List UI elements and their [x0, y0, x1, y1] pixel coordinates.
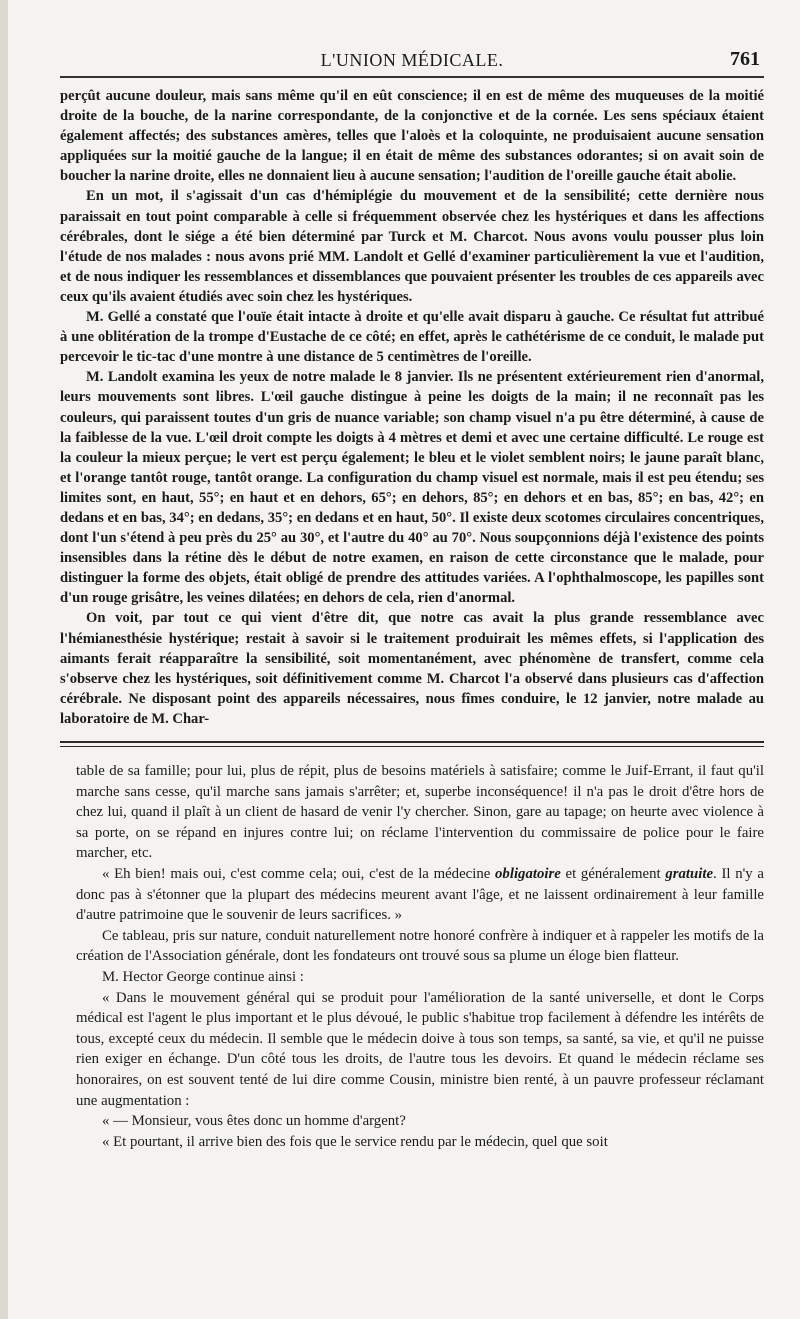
text-run: et généralement — [560, 865, 666, 882]
emphasis: gratuite — [665, 865, 714, 882]
paragraph — [76, 864, 764, 926]
article-upper-section — [60, 86, 764, 729]
text-run: « Eh bien! mais oui, c'est comme cela; oui, c'est de la médecine — [102, 865, 496, 882]
paragraph: En un mot, il s'agissait d'un cas d'hémiplégie du mouvement et de la sensibilité; cette dernière nous paraissait en tout point comparable à celle si fréquemment observée chez les hystériques et dans les affections cérébrales, dont le siége a été bien déterminé par Turck et M. Charcot. Nous avons voulu pousser plus loin l'étude de nos malades : nous avons prié MM. Landolt et Gellé d'examiner particulièrement la vue et l'audition, et de nous indiquer les ressemblances et dissemblances que pouvaient présenter les troubles de ces appareils avec ceux qu'ils avaient étudiés avec soin chez les hystériques. — [60, 188, 764, 305]
running-header — [60, 42, 764, 78]
paragraph: M. Landolt examina les yeux de notre malade le 8 janvier. Ils ne présentent extérieurement rien d'anormal, leurs mouvements sont libres. L'œil gauche distingue à peine les doigts de la main; il ne reconnaît pas les couleurs, qui paraissent toutes d'un gris de nuance variable; son champ visuel n'a pu être déterminé, à cause de la faiblesse de la vue. L'œil droit compte les doigts à 4 mètres et demi et avec une certaine difficulté. Le rouge est la couleur la mieux perçue; le vert est perçu également; le bleu et le violet semblent noirs; le jaune paraît blanc, et l'orange tantôt rouge, tantôt orange. La configuration du champ visuel est normale, mais il est peu étendu; ses limites sont, en haut, 55°; en haut et en dehors, 65°; en dehors, 85°; en dehors et en bas, 85°; en bas, 42°; en dedans et en bas, 34°; en dedans, 35°; en dedans et en haut, 50°. Il existe deux scotomes circulaires concentriques, dont l'un s'étend à peu près du 25° au 30°, et l'autre du 40° au 70°. Nous soupçonnions déjà l'existence des points insensibles dans la rétine dès le début de notre examen, en raison de cette circonstance que le malade, pour distinguer la forme des objets, était obligé de prendre des attitudes variées. A l'ophthalmoscope, les papilles sont d'un rouge grisâtre, les veines dilatées; en dehors de cela, rien d'anormal. — [60, 369, 764, 607]
page-edge — [0, 0, 8, 1319]
feuilleton-section — [60, 761, 764, 1152]
emphasis: obligatoire — [495, 865, 561, 882]
paragraph: On voit, par tout ce qui vient d'être dit, que notre cas avait la plus grande ressemblance avec l'hémianesthésie hystérique; restait à savoir si le traitement produirait les mêmes effets, si l'application des aimants ferait réapparaître la sensibilité, soit momentanément, avec phénomène de transfert, comme cela s'observe chez les hystériques, soit définitivement comme M. Charcot l'a observé dans plusieurs cas d'affection cérébrale. Ne disposant point des appareils nécessaires, nous fîmes conduire, le 12 janvier, notre malade au laboratoire de M. Char- — [60, 610, 764, 727]
page-number: 761 — [730, 48, 760, 70]
text-run: . Il n'y a donc pas à s'étonner que la plupart des médecins meurent avant l'âge, et ne laissent ordinairement à leur famille d'autre patrimoine que le souvenir de leurs sacrifices. » — [76, 865, 765, 924]
paragraph: table de sa famille; pour lui, plus de répit, plus de besoins matériels à satisfaire; comme le Juif-Errant, il faut qu'il marche sans cesse, qu'il marche sans jamais s'arrêter; et, superbe inconséquence! il n'a pas le droit d'être hors de chez lui, quand il plaît à un client de hasard de venir l'y chercher. Sinon, gare au tapage; on heurte avec violence à sa porte, on se répand en injures contre lui; on réclame l'intervention du commissaire de police pour le faire marcher, etc. — [76, 763, 764, 862]
paragraph: M. Hector George continue ainsi : — [102, 968, 304, 985]
paragraph: perçût aucune douleur, mais sans même qu'il en eût conscience; il en est de même des muqueuses de la moitié droite de la bouche, de la narine correspondante, de la conjonctive et de la cornée. Les sens spéciaux étaient également affectés; des substances amères, telles que l'aloès et la coloquinte, ne produisaient aucune sensation appliquées sur la moitié gauche de la langue; il en était de même des substances odorantes; si on avait soin de boucher la narine droite, elles ne donnaient lieu à aucune sensation; l'audition de l'oreille gauche était abolie. — [60, 88, 764, 185]
paragraph: « Et pourtant, il arrive bien des fois que le service rendu par le médecin, quel que soit — [102, 1133, 608, 1150]
paragraph: M. Gellé a constaté que l'ouïe était intacte à droite et qu'elle avait disparu à gauche. Ce résultat fut attribué à une oblitération de la trompe d'Eustache de ce côté; en effet, après le cathétérisme de ce conduit, le malade put percevoir le tic-tac d'une montre à une distance de 5 centimètres de l'oreille. — [60, 309, 764, 366]
section-separator — [60, 741, 764, 747]
journal-title: L'UNION MÉDICALE. — [320, 50, 504, 70]
paragraph: Ce tableau, pris sur nature, conduit naturellement notre honoré confrère à indiquer et à rappeler les motifs de la création de l'Association générale, dont les fondateurs ont trouvé sous sa plume un éloge bien flatteur. — [76, 927, 764, 965]
paragraph: « — Monsieur, vous êtes donc un homme d'argent? — [102, 1113, 406, 1130]
paragraph: « Dans le mouvement général qui se produit pour l'amélioration de la santé universelle, et dont le Corps médical est l'agent le plus important et le plus dévoué, le public s'habitue trop facilement à défendre les intérêts de tous, excepté ceux du médecin. Il semble que le médecin doive à tous son temps, sa santé, sa vie, et qu'il ne puisse rien exiger en échange. D'un côté tous les droits, de l'autre tous les devoirs. Et quand le médecin réclame ses honoraires, on est souvent tenté de lui dire comme Cousin, ministre bien renté, à un pauvre professeur réclamant une augmentation : — [76, 989, 764, 1109]
